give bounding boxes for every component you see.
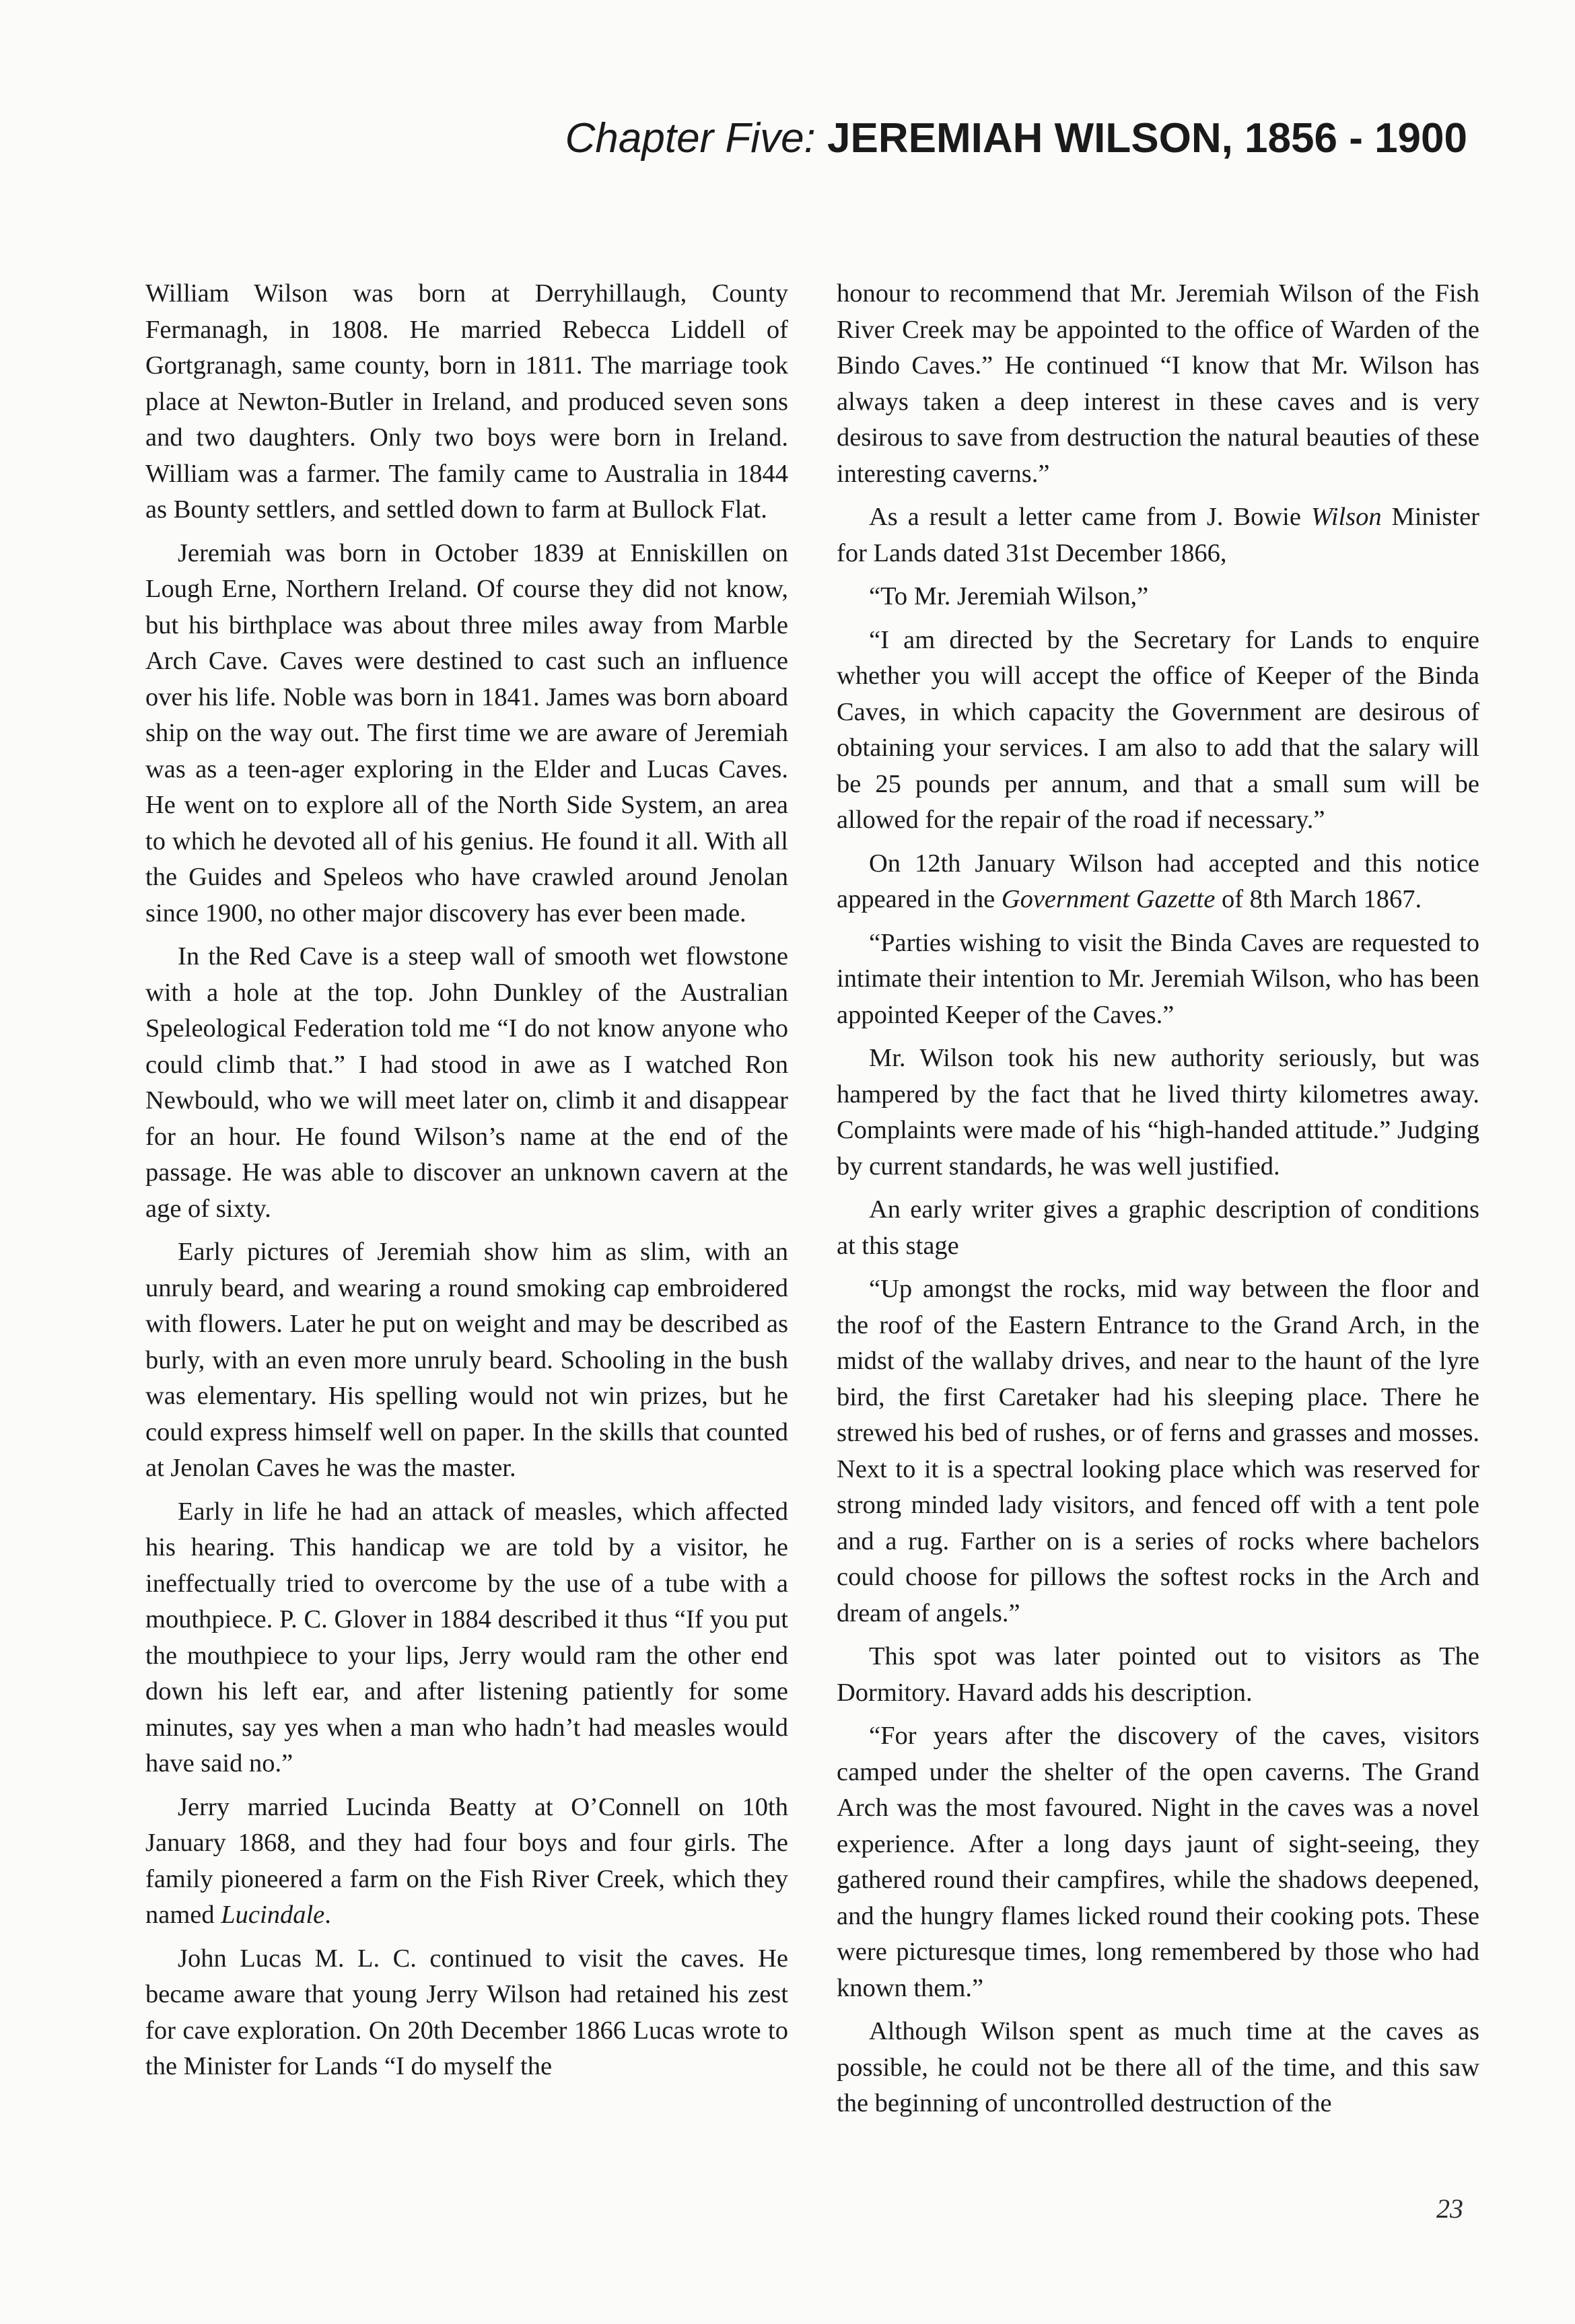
paragraph: Jeremiah was born in October 1839 at Enniskillen on Lough Erne, Northern Ireland. Of course they did not know, but his birthplace was about three miles away from Marble Arch Cave. Caves were destined to cast such an influence over his life. Noble was born in 1841. James was born aboard ship on the way out. The first time we are aware of Jeremiah was as a teen-ager exploring in the Elder and Lucas Caves. He went on to explore all of the North Side System, an area to which he devoted all of his genius. He found it all. With all the Guides and Speleos who have crawled around Jenolan since 1900, no other major discovery has ever been made. <box>145 538 788 927</box>
paragraph: Mr. Wilson took his new authority seriously, but was hampered by the fact that he lived thirty kilometres away. Complaints were made of his “high-handed attitude.” Judging by current standards, he was well justified. <box>837 1044 1479 1181</box>
chapter-label: Chapter Five: <box>565 115 816 162</box>
text-run: Jerry married Lucinda Beatty at O’Connell on 10th January 1868, and they had four boys and four girls. The family pioneered a farm on the Fish River Creek, which they named <box>145 1792 788 1929</box>
paragraph <box>837 846 1479 918</box>
chapter-title: JEREMIAH WILSON, 1856 - 1900 <box>827 115 1467 162</box>
farm-name: Lucindale <box>221 1901 325 1929</box>
paragraph: “Parties wishing to visit the Binda Caves are requested to intimate their intention to Mr. Jeremiah Wilson, who has been appointed Keeper of the Caves.” <box>837 928 1479 1029</box>
paragraph <box>837 499 1479 571</box>
paragraph: “I am directed by the Secretary for Lands to enquire whether you will accept the office of Keeper of the Binda Caves, in which capacity the Government are desirous of obtaining your services. I am also to add that the salary will be 25 pounds per annum, and that a small sum will be allowed for the repair of the road if necessary.” <box>837 625 1479 834</box>
publication-title: Government Gazette <box>1001 885 1216 913</box>
paragraph: John Lucas M. L. C. continued to visit the caves. He became aware that young Jerry Wilson had retained his zest for cave exploration. On 20th December 1866 Lucas wrote to the Minister for Lands “I do myself the <box>145 1944 788 2080</box>
paragraph: honour to recommend that Mr. Jeremiah Wilson of the Fish River Creek may be appointed to the office of Warden of the Bindo Caves.” He continued “I know that Mr. Wilson has always taken a deep interest in these caves and is very desirous to save from destruction the natural beauties of these interesting caverns.” <box>837 279 1479 488</box>
paragraph: “Up amongst the rocks, mid way between the floor and the roof of the Eastern Entrance to the Grand Arch, in the midst of the wallaby drives, and near to the haunt of the lyre bird, the first Caretaker had his sleeping place. There he strewed his bed of rushes, or of ferns and grasses and mosses. Next to it is a spectral looking place which was reserved for strong minded lady visitors, and fenced off with a tent pole and a rug. Farther on is a series of rocks where bachelors could choose for pillows the softest rocks in the Arch and dream of angels.” <box>837 1275 1479 1627</box>
paragraph: This spot was later pointed out to visitors as The Dormitory. Havard adds his description. <box>837 1642 1479 1707</box>
paragraph: Although Wilson spent as much time at the caves as possible, he could not be there all of the time, and this saw the beginning of uncontrolled destruction of the <box>837 2017 1479 2117</box>
paragraph: “To Mr. Jeremiah Wilson,” <box>869 582 1149 610</box>
paragraph: Early pictures of Jeremiah show him as slim, with an unruly beard, and wearing a round smoking cap embroidered with flowers. Later he put on weight and may be described as burly, with an even more unruly beard. Schooling in the bush was elementary. His spelling would not win prizes, but he could express himself well on paper. In the skills that counted at Jenolan Caves he was the master. <box>145 1238 788 1482</box>
paragraph: Early in life he had an attack of measles, which affected his hearing. This handicap we are told by a visitor, he ineffectually tried to overcome by the use of a tube with a mouthpiece. P. C. Glover in 1884 described it thus “If you put the mouthpiece to your lips, Jerry would ram the other end down his left ear, and after listening patiently for some minutes, say yes when a man who hadn’t had measles would have said no.” <box>145 1497 788 1777</box>
surname: Wilson <box>1310 503 1382 531</box>
chapter-heading <box>565 114 1467 163</box>
page-number: 23 <box>1436 2193 1463 2224</box>
text-run: Minister for Lands dated 31st December 1866, <box>837 503 1479 567</box>
paragraph <box>145 1790 788 1934</box>
text-run: On 12th January Wilson had accepted and this notice appeared in the <box>837 849 1479 913</box>
paragraph: “For years after the discovery of the caves, visitors camped under the shelter of the open caverns. The Grand Arch was the most favoured. Night in the caves was a novel experience. After a long days jaunt of sight-seeing, they gathered round their campfires, while the shadows deepened, and the hungry flames licked round their cooking pots. These were picturesque times, long remembered by those who had known them.” <box>837 1722 1479 2002</box>
paragraph: William Wilson was born at Derryhillaugh, County Fermanagh, in 1808. He married Rebecca Liddell of Gortgranagh, same county, born in 1811. The marriage took place at Newton-Butler in Ireland, and produced seven sons and two daughters. Only two boys were born in Ireland. William was a farmer. The family came to Australia in 1844 as Bounty settlers, and settled down to farm at Bullock Flat. <box>145 279 788 524</box>
text-run: . <box>324 1901 331 1929</box>
left-column <box>145 276 788 2085</box>
right-column <box>837 276 1479 2122</box>
paragraph: An early writer gives a graphic description of conditions at this stage <box>837 1195 1479 1260</box>
paragraph: In the Red Cave is a steep wall of smooth wet flowstone with a hole at the top. John Dunkley of the Australian Speleological Federation told me “I do not know anyone who could climb that.” I had stood in awe as I watched Ron Newbould, who we will meet later on, climb it and disappear for an hour. He found Wilson’s name at the end of the passage. He was able to discover an unknown cavern at the age of sixty. <box>145 942 788 1223</box>
text-run: of 8th March 1867. <box>1215 885 1422 913</box>
text-run: As a result a letter came from J. Bowie <box>869 503 1311 531</box>
